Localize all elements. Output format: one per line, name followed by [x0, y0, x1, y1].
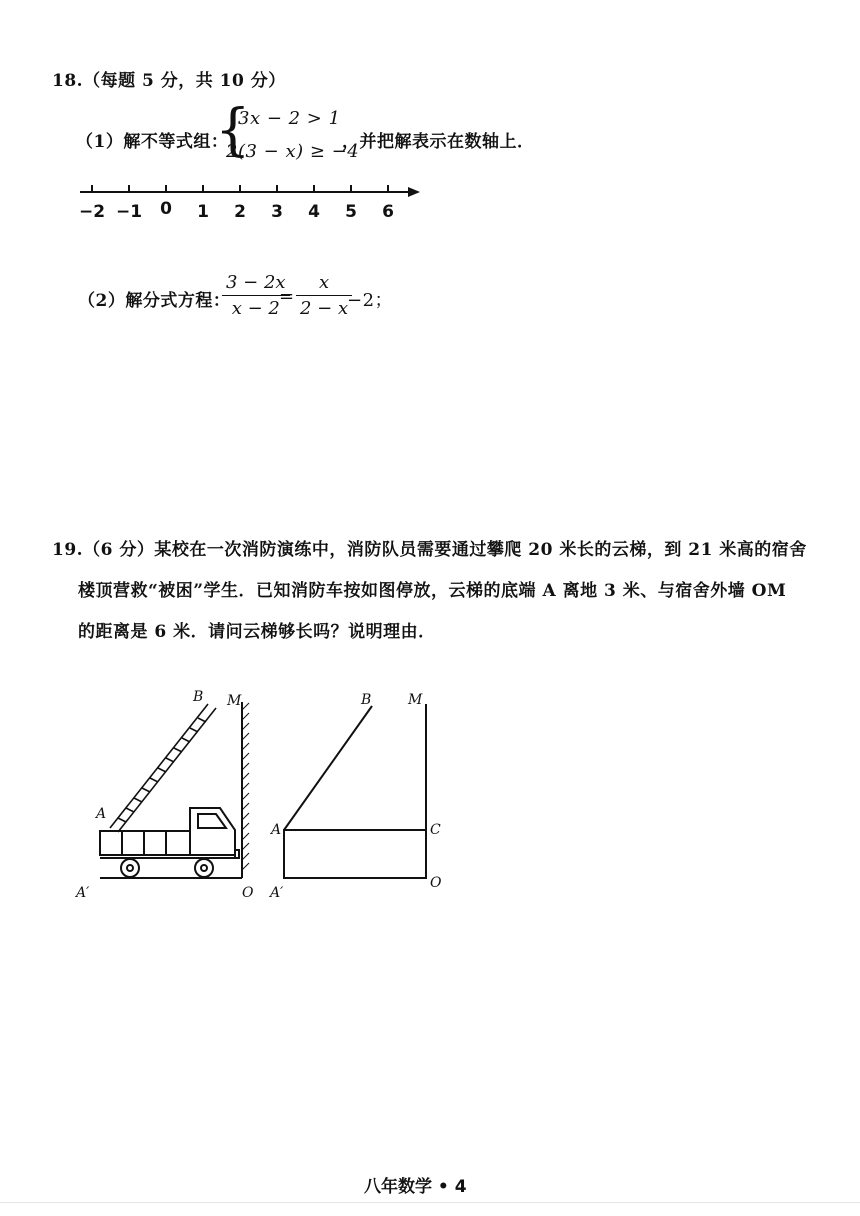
inequality-2: 2(3 − x) ≥ −4	[226, 141, 360, 162]
number-line-ticks	[92, 185, 388, 192]
geometry-figure	[270, 690, 450, 890]
rectangle-aa-prime-o-c	[284, 830, 426, 878]
segment-ab	[284, 706, 372, 830]
inequality-1: 3x − 2 > 1	[238, 108, 341, 129]
fig1-label-m: M	[227, 693, 242, 709]
fig1-label-b: B	[193, 689, 204, 705]
q19-line-3: 的距离是 6 米．请问云梯够长吗？说明理由．	[78, 622, 436, 642]
q19-line-1: 19.（6 分）某校在一次消防演练中，消防队员需要通过攀爬 20 米长的云梯，到 21 米高的宿舍	[52, 540, 807, 560]
fig1-label-a-prime: A′	[76, 885, 90, 901]
system-brace: {	[215, 98, 251, 163]
tick-label: 0	[160, 199, 172, 219]
tick-label: 2	[234, 202, 246, 222]
number-line	[74, 180, 424, 202]
fig2-label-c: C	[430, 822, 441, 838]
fig2-label-o: O	[430, 875, 442, 891]
rhs-fraction	[296, 272, 352, 319]
equals-sign: =	[279, 286, 295, 307]
fig1-label-o: O	[242, 885, 254, 901]
fig1-label-a: A	[96, 806, 107, 822]
q18-heading: 18.（每题 5 分，共 10 分）	[52, 71, 286, 91]
tick-label: 4	[308, 202, 320, 222]
ladder	[110, 704, 216, 832]
truck	[100, 808, 239, 877]
tick-label: 1	[197, 202, 209, 222]
rhs-tail: −2；	[347, 290, 394, 311]
fig2-label-m: M	[408, 692, 423, 708]
page-footer: 八年数学 • 4	[364, 1177, 467, 1197]
q19-line-2: 楼顶营救“被困”学生．已知消防车按如图停放，云梯的底端 A 离地 3 米、与宿舍外墙 OM	[78, 581, 787, 601]
number-line-arrow-icon	[408, 187, 420, 197]
fire-truck-figure	[70, 690, 260, 905]
fig2-label-b: B	[361, 692, 372, 708]
rhs-denominator: 2 − x	[300, 298, 349, 319]
q18-part1-suffix: ，并把解表示在数轴上．	[342, 132, 535, 152]
q18-part1-prefix: （1）解不等式组：	[76, 132, 229, 152]
tick-label: 3	[271, 202, 283, 222]
tick-label: −1	[115, 202, 143, 222]
tick-label: 6	[382, 202, 394, 222]
tick-label: 5	[345, 202, 357, 222]
fig2-label-a-prime: A′	[270, 885, 284, 901]
lhs-numerator: 3 − 2x	[226, 272, 286, 293]
fig2-label-a: A	[271, 822, 282, 838]
q18-part2-prefix: （2）解分式方程：	[78, 291, 231, 311]
tick-label: −2	[78, 202, 106, 222]
rhs-numerator: x	[318, 272, 330, 293]
page-bottom-divider	[0, 1202, 860, 1203]
lhs-denominator: x − 2	[231, 298, 280, 319]
